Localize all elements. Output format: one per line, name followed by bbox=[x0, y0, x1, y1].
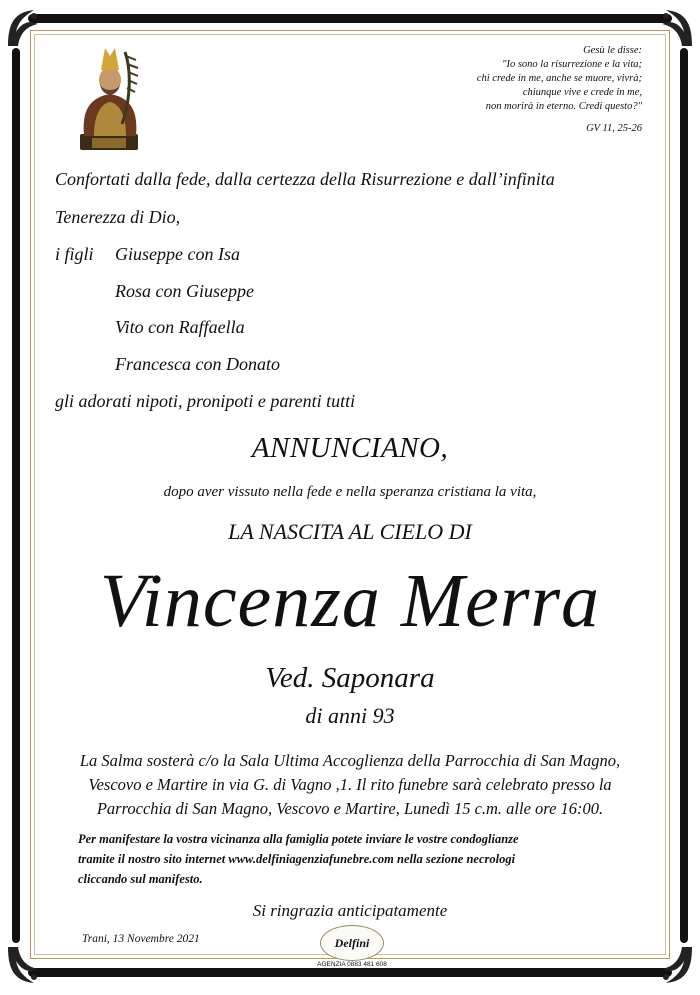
relatives-line: gli adorati nipoti, pronipoti e parenti tutti bbox=[55, 391, 356, 411]
quote-line: chi crede in me, anche se muore, vivrà; bbox=[476, 73, 642, 84]
deceased-name: Vincenza Merra bbox=[99, 559, 601, 643]
nascita-heading: LA NASCITA AL CIELO DI bbox=[228, 519, 472, 544]
child-name: Francesca con Donato bbox=[115, 354, 280, 374]
child-name: Vito con Raffaella bbox=[115, 317, 245, 337]
children-label: i figli bbox=[55, 244, 94, 264]
corner-ornament-icon bbox=[4, 6, 48, 50]
saint-statue-image bbox=[70, 42, 150, 154]
quote-intro: Gesù le disse: bbox=[583, 45, 642, 56]
publication-date: Trani, 13 Novembre 2021 bbox=[82, 933, 200, 945]
agency-mobile: CELL. 340 282 6772 bbox=[322, 969, 382, 976]
info-line: cliccando sul manifesto. bbox=[78, 872, 203, 886]
child-name: Rosa con Giuseppe bbox=[115, 281, 254, 301]
funeral-details bbox=[0, 749, 700, 821]
quote-line: chiunque vive e crede in me, bbox=[522, 87, 642, 98]
corner-ornament-icon bbox=[652, 6, 696, 50]
agency-logo bbox=[309, 925, 395, 977]
corner-ornament-icon bbox=[652, 943, 696, 987]
age: di anni 93 bbox=[305, 703, 395, 728]
funeral-line: Parrocchia di San Magno, Vescovo e Martire, Lunedì 15 c.m. alle ore 16:00. bbox=[96, 799, 604, 818]
widow-of: Ved. Saponara bbox=[265, 662, 435, 694]
funeral-line: La Salma sosterà c/o la Sala Ultima Accoglienza della Parrocchia di San Magno, bbox=[79, 751, 621, 770]
comfort-line: Confortati dalla fede, dalla certezza della Risurrezione e dall’infinita bbox=[55, 169, 555, 189]
agency-phone: AGENZIA 0883 481 608 bbox=[317, 961, 387, 968]
agency-name: Delfini bbox=[334, 935, 370, 950]
info-line: Per manifestare la vostra vicinanza alla famiglia potete inviare le vostre condoglianze bbox=[78, 832, 519, 846]
quote-reference: GV 11, 25-26 bbox=[586, 123, 642, 134]
corner-ornament-icon bbox=[4, 943, 48, 987]
thanks-line: Si ringrazia anticipatamente bbox=[252, 901, 448, 920]
announce-heading: ANNUNCIANO, bbox=[251, 432, 449, 464]
info-line: tramite il nostro sito internet www.delfiniagenziafunebre.com nella sezione necrologi bbox=[78, 852, 516, 866]
quote-line: "Io sono la risurrezione e la vita; bbox=[502, 59, 642, 70]
child-name: Giuseppe con Isa bbox=[115, 244, 240, 264]
announce-subline: dopo aver vissuto nella fede e nella speranza cristiana la vita, bbox=[163, 484, 537, 500]
frame-top-border bbox=[28, 14, 672, 23]
funeral-line: Vescovo e Martire in via G. di Vagno ,1. Il rito funebre sarà celebrato presso la bbox=[88, 775, 612, 794]
comfort-line-2: Tenerezza di Dio, bbox=[55, 207, 181, 227]
gospel-quote bbox=[422, 44, 642, 136]
quote-line: non morirà in eterno. Credi questo?" bbox=[485, 101, 642, 112]
agency-logo-emblem bbox=[320, 925, 384, 961]
condolence-info bbox=[78, 829, 638, 889]
